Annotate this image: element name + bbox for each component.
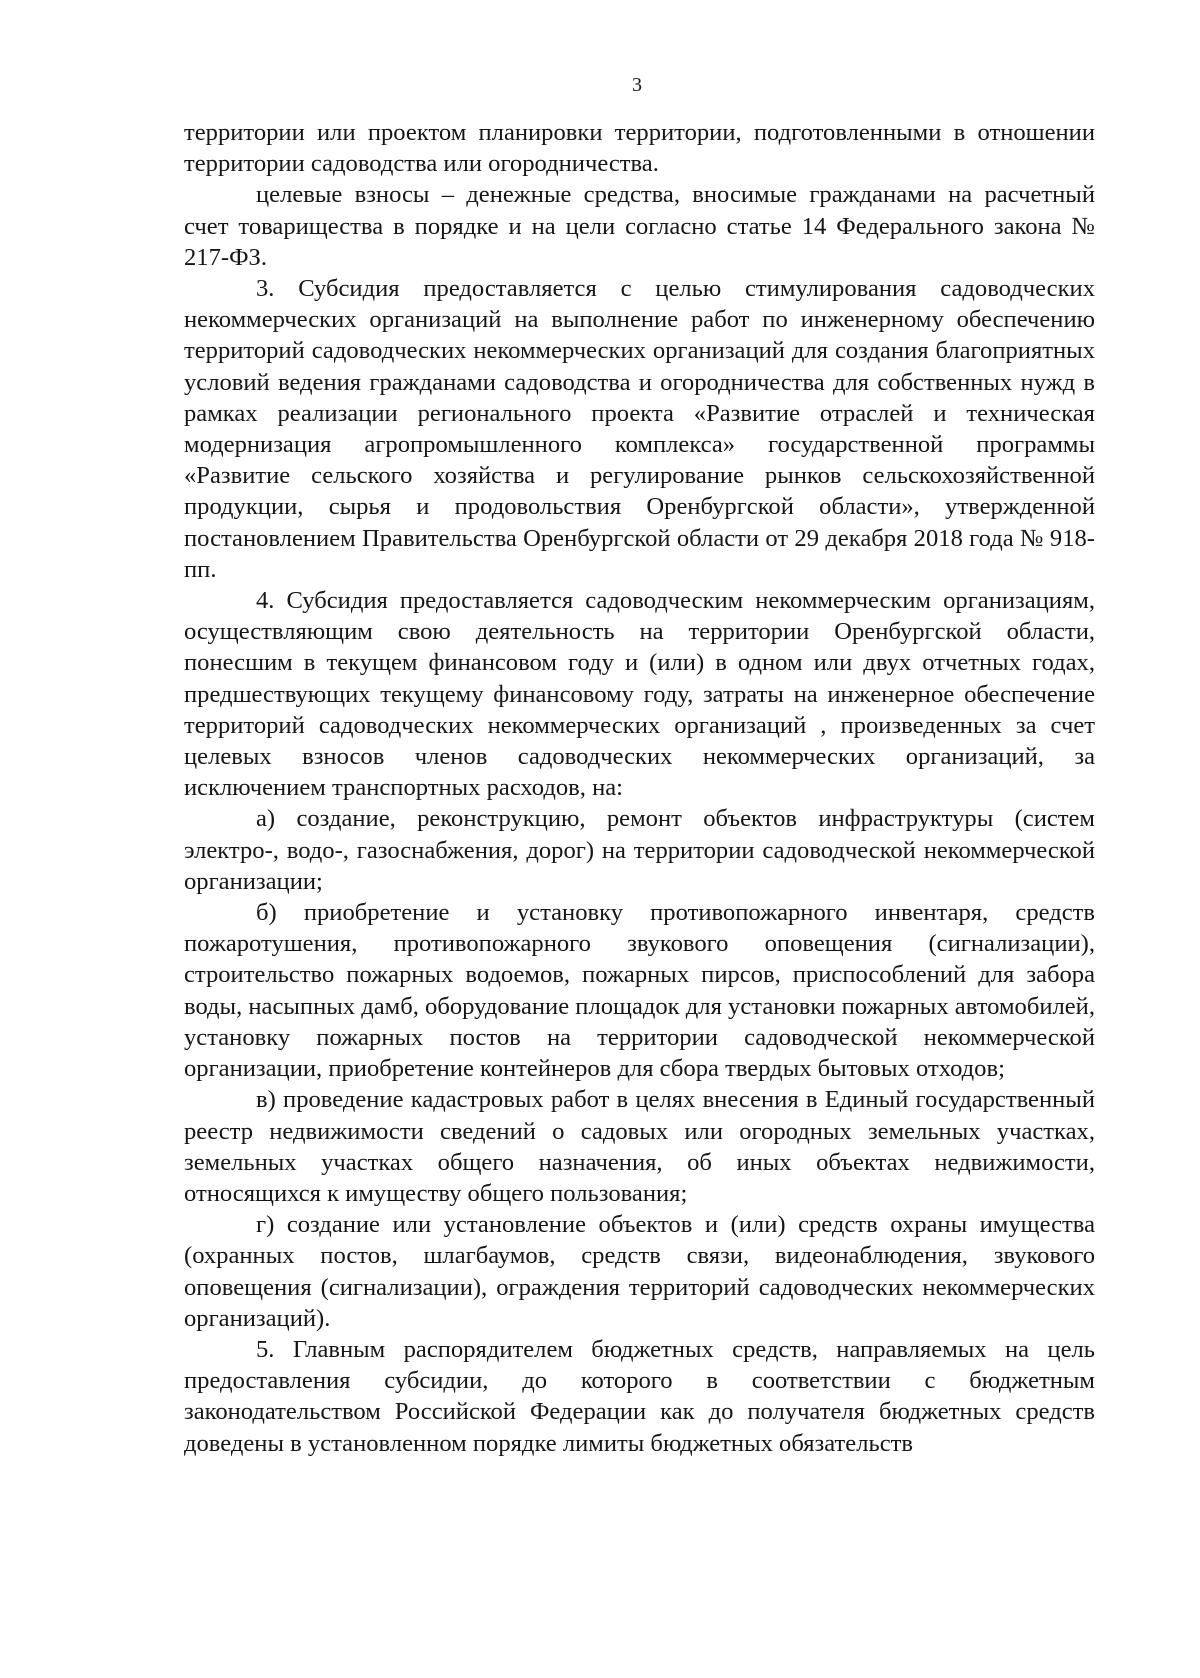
paragraph-clause-4-a: а) создание, реконструкцию, ремонт объектов инфраструктуры (систем электро-, водо-, газоснабжения, дорог) на территории садоводческой некоммерческой организации; xyxy=(184,805,1095,895)
page-number: 3 xyxy=(632,74,642,96)
paragraph-clause-4-g: г) создание или установление объектов и (или) средств охраны имущества (охранных постов, шлагбаумов, средств связи, видеонаблюдения, звукового оповещения (сигнализации), ограждения территорий садоводческих некоммерческих организаций). xyxy=(184,1211,1095,1332)
document-body xyxy=(184,117,1095,1459)
paragraph-clause-4-b: б) приобретение и установку противопожарного инвентаря, средств пожаротушения, противопожарного звукового оповещения (сигнализации), строительство пожарных водоемов, пожарных пирсов, приспособлений для забора воды, насыпных дамб, оборудование площадок для установки пожарных автомобилей, установку пожарных постов на территории садоводческой некоммерческой организации, приобретение контейнеров для сбора твердых бытовых отходов; xyxy=(184,899,1095,1083)
paragraph-clause-4: 4. Субсидия предоставляется садоводческим некоммерческим организациям, осуществляющим свою деятельность на территории Оренбургской области, понесшим в текущем финансовом году и (или) в одном или двух отчетных годах, предшествующих текущему финансовому году, затраты на инженерное обеспечение территорий садоводческих некоммерческих организаций , произведенных за счет целевых взносов членов садоводческих некоммерческих организаций, за исключением транспортных расходов, на: xyxy=(184,587,1095,802)
paragraph-clause-5: 5. Главным распорядителем бюджетных средств, направляемых на цель предоставления субсидии, до которого в соответствии с бюджетным законодательством Российской Федерации как до получателя бюджетных средств доведены в установленном порядке лимиты бюджетных обязательств xyxy=(184,1335,1095,1457)
paragraph-definition-target-contributions: целевые взносы – денежные средства, вносимые гражданами на расчетный счет товарищества в порядке и на цели согласно статье 14 Федерального закона № 217-ФЗ. xyxy=(184,181,1095,271)
paragraph-definition-continuation: территории или проектом планировки территории, подготовленными в отношении территории садоводства или огородничества. xyxy=(184,119,1095,178)
paragraph-clause-3: 3. Субсидия предоставляется с целью стимулирования садоводческих некоммерческих организаций на выполнение работ по инженерному обеспечению территорий садоводческих некоммерческих организаций для создания благоприятных условий ведения гражданами садоводства и огородничества для собственных нужд в рамках реализации регионального проекта «Развитие отраслей и техническая модернизация агропромышленного комплекса» государственной программы «Развитие сельского хозяйства и регулирование рынков сельскохозяйственной продукции, сырья и продовольствия Оренбургской области», утвержденной постановлением Правительства Оренбургской области от 29 декабря 2018 года № 918-пп. xyxy=(184,275,1095,583)
paragraph-clause-4-v: в) проведение кадастровых работ в целях внесения в Единый государственный реестр недвижимости сведений о садовых или огородных земельных участках, земельных участках общего назначения, об иных объектах недвижимости, относящихся к имуществу общего пользования; xyxy=(184,1086,1095,1207)
